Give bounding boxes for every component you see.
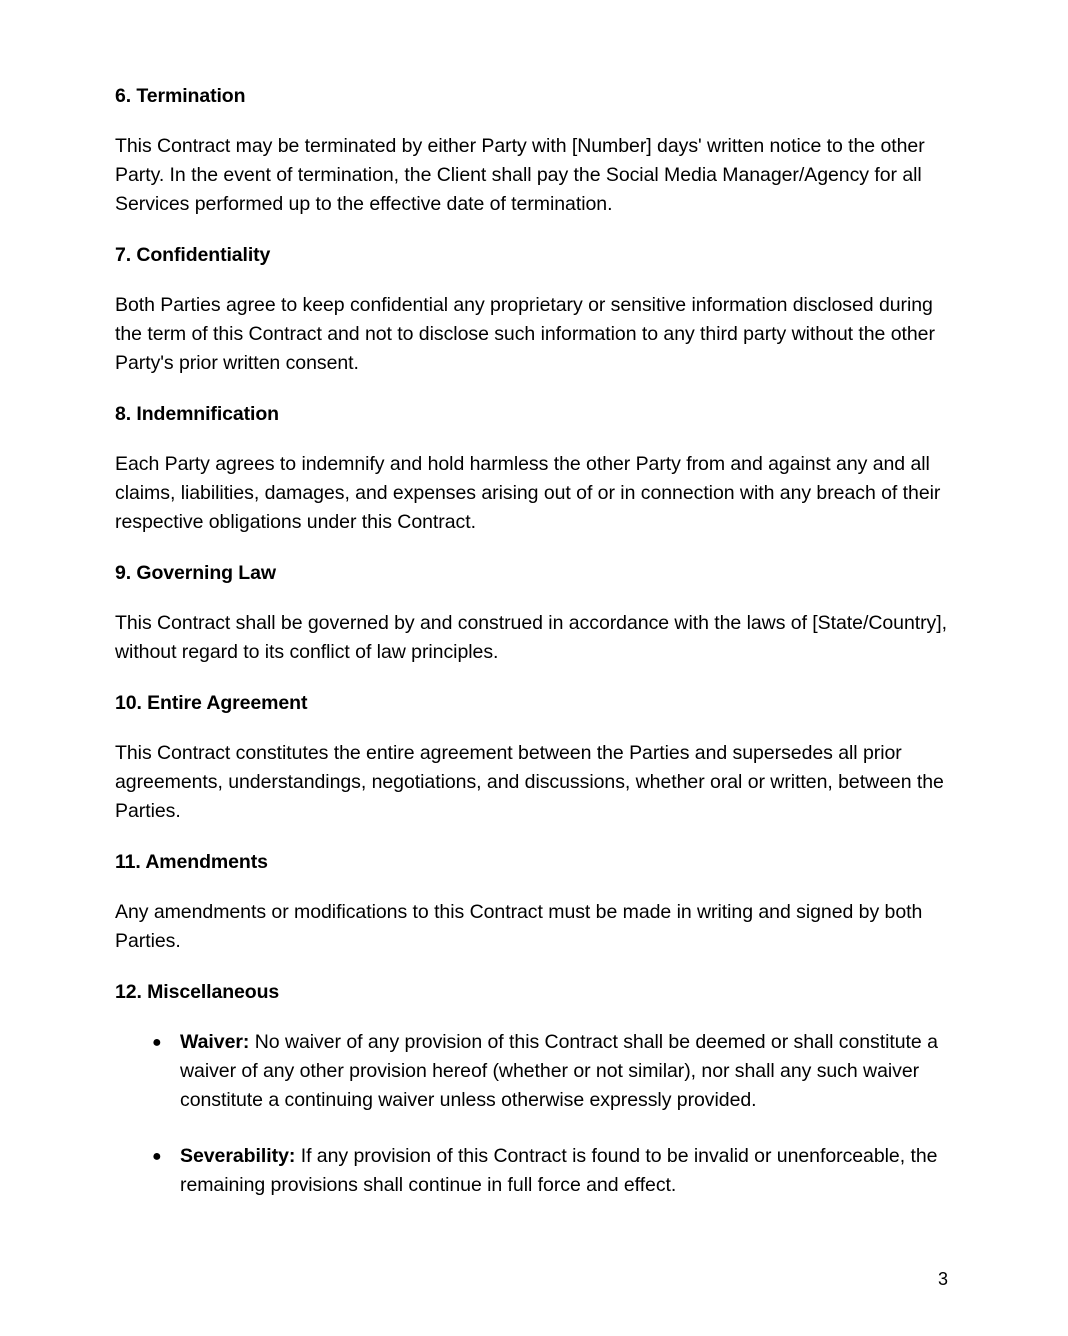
section-heading-miscellaneous: 12. Miscellaneous	[115, 981, 280, 1003]
bullet-body-text: No waiver of any provision of this Contract shall be deemed or shall constitute a waiver of any other provision hereof (whether or not similar), nor shall any such waiver constitute a continuing waiver unless otherwise expressly provided.	[180, 1031, 938, 1111]
spacer	[115, 537, 950, 559]
spacer	[115, 877, 950, 898]
section-body-indemnification: Each Party agrees to indemnify and hold harmless the other Party from and against any and all claims, liabilities, damages, and expenses arising out of or in connection with any breach of their respective obligations under this Contract.	[115, 453, 941, 533]
section-heading-confidentiality: 7. Confidentiality	[115, 244, 271, 266]
bullet-lead-label: Severability:	[180, 1145, 296, 1167]
list-item	[115, 1142, 950, 1200]
spacer	[115, 270, 950, 291]
list-item	[115, 1028, 950, 1115]
section-body-entire-agreement: This Contract constitutes the entire agreement between the Parties and supersedes all prior agreements, understandings, negotiations, and discussions, whether oral or written, between the Parties.	[115, 742, 944, 822]
spacer	[115, 956, 950, 978]
spacer	[115, 378, 950, 400]
section-heading-termination: 6. Termination	[115, 85, 246, 107]
bullet-lead-label: Waiver:	[180, 1031, 250, 1053]
section-heading-entire-agreement: 10. Entire Agreement	[115, 692, 308, 714]
spacer	[115, 588, 950, 609]
spacer	[115, 219, 950, 241]
miscellaneous-bullet-list	[115, 1028, 950, 1200]
spacer	[115, 826, 950, 848]
section-heading-governing-law: 9. Governing Law	[115, 562, 276, 584]
section-heading-indemnification: 8. Indemnification	[115, 403, 279, 425]
spacer	[115, 718, 950, 739]
spacer	[115, 1007, 950, 1028]
spacer	[115, 667, 950, 689]
bullet-body-text: If any provision of this Contract is found to be invalid or unenforceable, the remaining provisions shall continue in full force and effect.	[180, 1145, 938, 1196]
spacer	[115, 111, 950, 132]
section-heading-amendments: 11. Amendments	[115, 851, 268, 873]
section-body-governing-law: This Contract shall be governed by and construed in accordance with the laws of [State/Country], without regard to its conflict of law principles.	[115, 612, 947, 663]
document-content	[115, 82, 950, 1200]
section-body-confidentiality: Both Parties agree to keep confidential any proprietary or sensitive information disclosed during the term of this Contract and not to disclose such information to any third party without the other Party's prior written consent.	[115, 294, 935, 374]
spacer	[115, 429, 950, 450]
bullet-point-icon: ●	[152, 1148, 162, 1165]
section-body-termination: This Contract may be terminated by either Party with [Number] days' written notice to the other Party. In the event of termination, the Client shall pay the Social Media Manager/Agency for all Services performed up to the effective date of termination.	[115, 135, 925, 215]
bullet-point-icon: ●	[152, 1034, 162, 1051]
section-body-amendments: Any amendments or modifications to this Contract must be made in writing and signed by both Parties.	[115, 901, 923, 952]
page-number: 3	[937, 1269, 948, 1289]
